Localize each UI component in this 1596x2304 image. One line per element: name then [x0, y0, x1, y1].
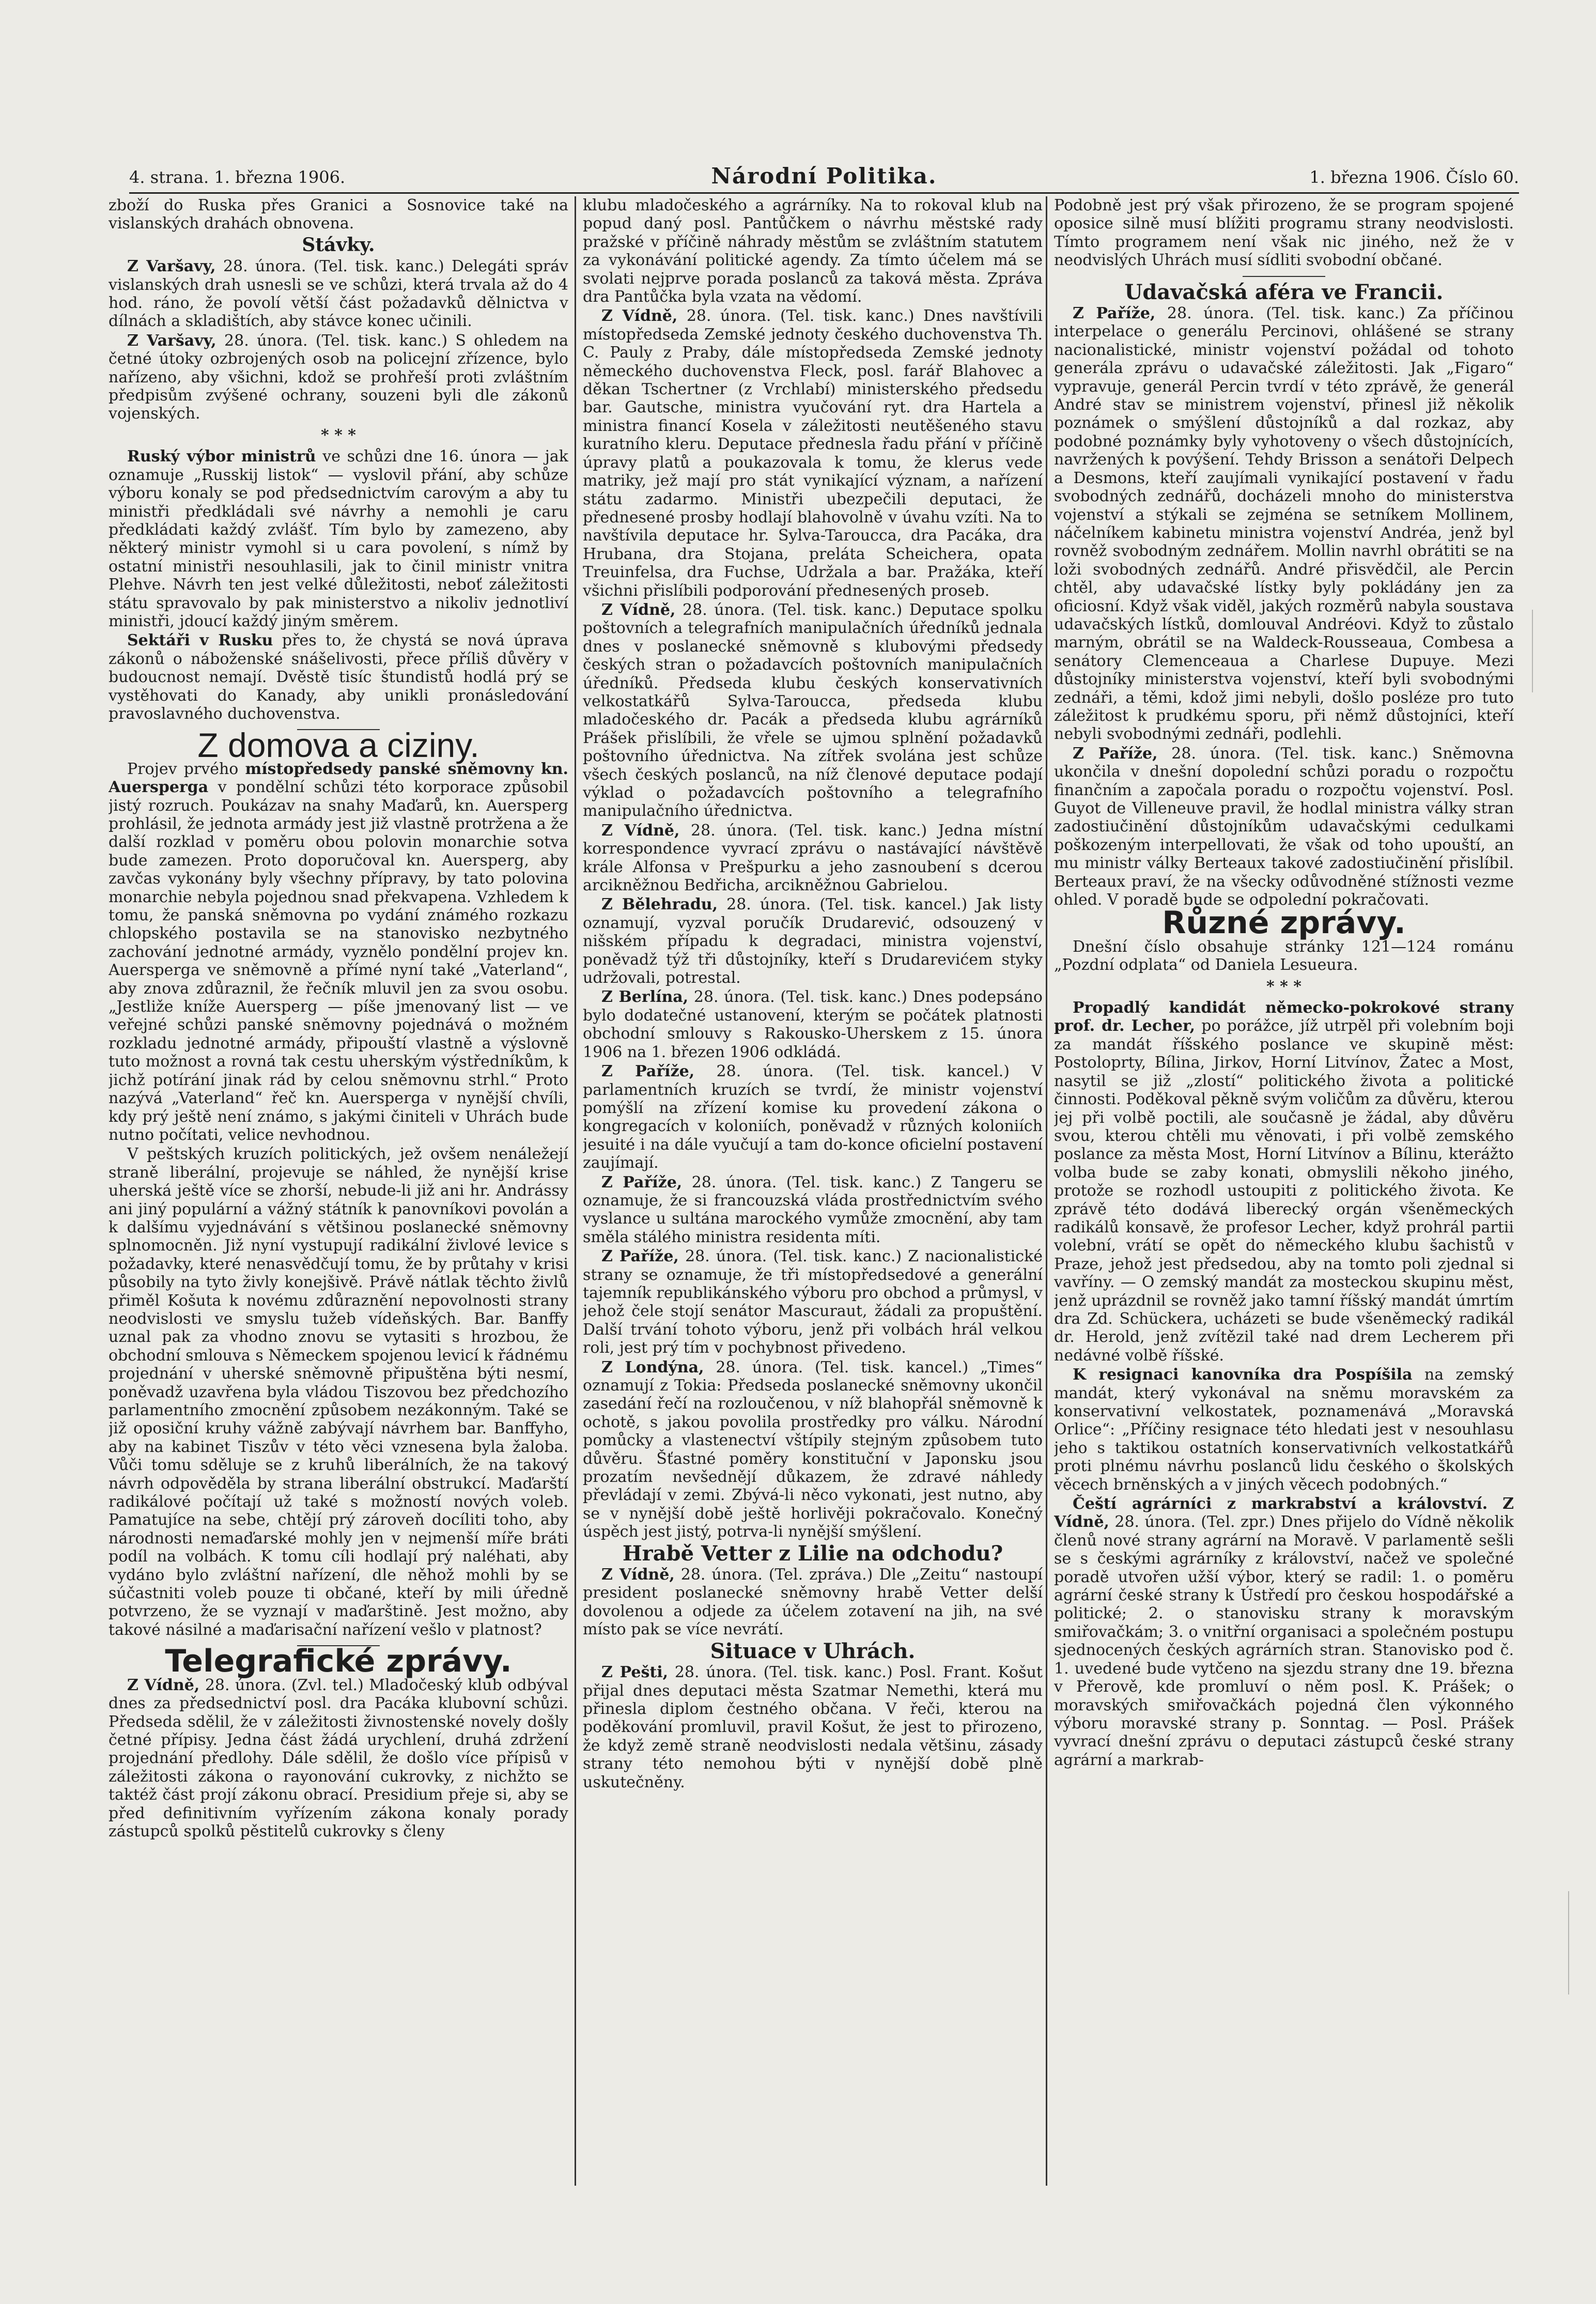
paragraph: Z Varšavy, 28. února. (Tel. tisk. kanc.) S ohledem na četné útoky ozbrojených osob na policejní zřízence, bylo nařízeno, aby všichni, kdož se prohřeší proti zvláštním předpisům zvýšené ochrany, souzeni byli dle zákonů vojenských.	[109, 331, 568, 423]
paragraph: Podobně jest prý však přirozeno, že se program spojené oposice silně musí blížiti programu strany neodvislosti. Tímto programem není však nic jiného, než že v neodvislých Uhrách musí sídliti svobodní občané.	[1054, 196, 1514, 270]
paragraph: klubu mladočeského a agrárníky. Na to rokoval klub na popud daný posl. Pantůčkem o návrhu městské rady pražské v příčině náhrady městům se zvláštním statutem za vykonávání politické agendy. Za tímto účelem má se svolati nejprve porada poslanců za taková města. Zpráva dra Pantůčka byla vzata na vědomí.	[583, 196, 1043, 306]
paragraph: Z Vídně, 28. února. (Tel. tisk. kanc.) Deputace spolku poštovních a telegrafních manipulačních úředníků jednala dnes v poslanecké sněmovně s klubovými předsedy českých stran o požadavcích poštovních manipulačních úředníků. Předseda klubu českých konservativních velkostatkářů Sylva-Taroucca, předseda klubu mladočeského dr. Pacák a předseda klubu agrárníků Prášek přislíbili, že vřele se ujmou splnění požadavků poštovního úřednictva. Na zítřek svolána jest schůze všech českých poslanců, na níž členové deputace podají výklad o požadavcích poštovního a telegrafního manipulačního úřednictva.	[583, 600, 1043, 821]
section-heading-stavky: Stávky.	[302, 234, 375, 256]
column-divider	[1046, 196, 1047, 2186]
paper-scratch	[1568, 1891, 1569, 1994]
paragraph: Z Paříže, 28. února. (Tel. tisk. kancel.) V parlamentních kruzích se tvrdí, že ministr vojenství pomýšlí na zřízení komise ku provedení zákona o kongregacích v koloniích, poněvadž v různých koloniích jesuité i na dále vyučují a tam do-konce oficielní postavení zaujímají.	[583, 1062, 1043, 1172]
section-heading-afera: Udavačská aféra ve Francii.	[1124, 280, 1444, 304]
header-right: 1. března 1906. Číslo 60.	[1309, 167, 1519, 187]
paragraph: Z Varšavy, 28. února. (Tel. tisk. kanc.) Delegáti správ vislanských drah usnesli se ve schůzi, která trvala až do 4 hod. ráno, že povolí větší část požadavků dělnictva v dílnách a skladištích, aby stávce konec učinili.	[109, 257, 568, 331]
column-1	[109, 196, 568, 2186]
section-heading-domova: Z domova a ciziny.	[197, 726, 479, 765]
section-heading-ruzne: Různé zprávy.	[1162, 905, 1406, 941]
paper-scratch	[1532, 610, 1533, 692]
masthead-title: Národní Politika.	[711, 163, 937, 189]
column-divider	[575, 196, 576, 2186]
divider	[1243, 276, 1325, 277]
paragraph: K resignaci kanovníka dra Pospíšila na zemský mandát, který vykonával na sněmu moravském za konservativní velkostatek, poznamenává „Moravská Orlice“: „Příčiny resignace této hledati jest v nesouhlasu jeho s taktikou ostatních konservativních velkostatkářů proti plnému návrhu poslanců lidu českého o školských věcech brněnských a v jiných věcech podobných.“	[1054, 1366, 1514, 1494]
section-heading-uhry: Situace v Uhrách.	[710, 1638, 916, 1663]
paragraph: Z Paříže, 28. února. (Tel. tisk. kanc.) Sněmovna ukončila v dnešní dopolední schůzi poradu o rozpočtu finančním a započala poradu o rozpočtu vojenství. Posl. Guyot de Villeneuve pravil, že hodlal ministra války stran zadostiučinění důstojníkům udavačskými cedulkami poškozeným interpellovati, že však od toho upouští, an mu ministr války Berteaux takové zadostiučinění přislíbil. Berteaux praví, že na všecky odůvodněné stížnosti vezme ohled. V poradě bude se odpolední pokračovati.	[1054, 744, 1514, 909]
paragraph: Z Vídně, 28. února. (Tel. tisk. kanc.) Dnes navštívili místopředseda Zemské jednoty českého duchovenstva Th. C. Pauly z Praby, dále místopředseda Zemské jednoty německého duchovenstva Fleck, posl. farář Blahovec a děkan Tschertner (z Vrchlabí) ministerského předsedu bar. Gautsche, ministra vyučování ryt. dra Hartela a ministra financí Kosela v záležitosti neutěšeného stavu kuratního kleru. Deputace přednesla řadu přání v příčině úpravy platů a poukazovala k tomu, že klerus vede matriky, jež mají pro stát vynikající význam, a nařízení státu zadarmo. Ministři ubezpečili deputaci, že přednesené prosby hodlají blahovolně v úvahu vzíti. Na to navštívila deputace hr. Sylva-Taroucca, dra Pacáka, dra Hrubana, dra Stojana, preláta Scheichera, opata Treuinfelsa, dra Fuchse, Udržala a bar. Pražáka, kteří všichni přislíbili podporování přednesených proseb.	[583, 307, 1043, 600]
paragraph: Z Berlína, 28. února. (Tel. tisk. kanc.) Dnes podepsáno bylo dodatečné ustanovení, kterým se počátek platnosti obchodní smlouvy s Rakousko-Uherskem z 15. února 1906 na 1. březen 1906 odkládá.	[583, 988, 1043, 1061]
section-heading-vetter: Hrabě Vetter z Lilie na odchodu?	[622, 1541, 1003, 1566]
page-header	[129, 161, 1519, 194]
paragraph: Čeští agrárníci z markrabství a království. Z Vídně, 28. února. (Tel. zpr.) Dnes přijelo do Vídně několik členů nové strany agrární na Moravě. V parlamentě sešli se s českými agrárníky z království, načež ve společné poradě utvořen užší výbor, který se radil: 1. o poměru agrární české strany k Ústředí pro českou hospodářské a politické; 2. o stanovisku strany k moravským smiřovačkám; 3. o vnitřní organisaci a společném postupu sjednocených českých agrárních stran. Stanovisko pod č. 1. uvedené bude vytčeno na sjezdu strany dne 19. března v Přerově, kde promluví o něm posl. K. Prášek; o moravských smiřovačkách pojedná člen výkonného výboru moravské strany p. Sonntag. — Posl. Prášek vyvrací dnešní zprávu o deputaci zástupců české strany agrární a markrab-	[1054, 1495, 1514, 1769]
paragraph: Z Londýna, 28. února. (Tel. tisk. kancel.) „Times“ oznamují z Tokia: Předseda poslanecké sněmovny ukončil zasedání řečí na rozloučenou, v níž blahopřál sněmovně k ochotě, s jakou povolila prostředky pro válku. Národní pomůcky a vlastenectví vštípily stejným způsobem tuto důvěru. Šťastné poměry konstituční v Japonsku jsou prozatím nevšednějí důkazem, že zdravé náhledy převládají v zemi. Zbývá-li něco vykonati, jest nutno, aby se v nynější době ještě horlivěji pokračovalo. Konečný úspěch jest jistý, potrva-li nynější smýšlení.	[583, 1358, 1043, 1541]
paragraph: Propadlý kandidát německo-pokrokové strany prof. dr. Lecher, po porážce, jíž utrpěl při volebním boji za mandát říšského poslance ve skupině měst: Postoloprty, Bílina, Jirkov, Horní Litvínov, Žatec a Most, nasytil se již „zlostí“ politického života a politické činnosti. Poděkoval pěkně svým voličům za důvěru, kterou jej při volbě poctili, ale současně je žádal, aby důvěru svou, kterou chtěli mu věnovati, i při volbě zemského poslance za města Most, Horní Litvínov a Bílinu, kterážto volba bude se zaby konati, obmyslili někoho jiného, protože se rozhodl ustoupiti z politického života. Ke zprávě této dodává liberecký orgán všeněmeckých radikálů konsavě, že profesor Lecher, když prohrál partii volební, vrátí se opět do německého klubu šachistů v Praze, jehož jest předsedou, aby na tomto poli zjednal si vavříny. — O zemský mandát za mosteckou skupinu měst, jenž uprázdnil se rovněž jako tamní říšský mandát úmrtím dra Zd. Schückera, ucházeti se bude všeněmecký radikál dr. Herold, jenž zvítězil také nad drem Lecherem při nedávné volbě říšské.	[1054, 999, 1514, 1365]
paragraph: Sektáři v Rusku přes to, že chystá se nová úprava zákonů o náboženské snášelivosti, přece příliš důvěry v budoucnost nemají. Dvěstě tisíc štundistů hodlá prý se vystěhovati do Kanady, aby unikli pronásledování pravoslavného duchovenstva.	[109, 631, 568, 723]
paragraph: Z Paříže, 28. února. (Tel. tisk. kanc.) Z Tangeru se oznamuje, že si francouzská vláda prostřednictvím svého vyslance u sultána marockého vymůže zmocnění, aby tam směla stálého ministra residenta míti.	[583, 1173, 1043, 1246]
paragraph: Z Paříže, 28. února. (Tel. tisk. kanc.) Za příčinou interpelace o generálu Percinovi, ohlášené se strany nacionalistické, ministr vojenství požádal od tohoto generála zprávu o udavačské záležitosti. Jak „Figaro“ vypravuje, generál Percin tvrdí v této zprávě, že generál André stav se ministrem vojenství, přinesl již několik poznámek o smýšlení důstojníků a dal rozkaz, aby podobné poznámky byly vyhotoveny o všech důstojnících, navržených k povýšení. Tehdy Brisson a senátoři Delpech a Desmons, kteří zaujímali vynikající postavení v řadu svobodných zednářů, docházeli mnoho do ministerstva vojenství a stýkali se zejména se setníkem Mollinem, náčelníkem kabinetu ministra vojenství Andréa, jenž byl rovněž svobodným zednářem. Mollin navrhl obrátiti se na loži svobodných zednářů. André přisvědčil, ale Percin chtěl, aby udavačské lístky byly pokládány jen za oficiosní. Když však viděl, jakých rozměrů nabyla soustava udavačských lístků, domlouval Andréovi. Když to zůstalo marným, obrátil se na Waldeck-Rousseaua, Combesa a senátory Clemenceaua a Charlese Dupuye. Mezi důstojníky ministerstva vojenství, kteří byli svobodnými zednáři, a těmi, kdož jimi nebyli, došlo posléze pro tuto záležitost k prudkému sporu, při němž důstojníci, kteří nebyli svobodnými zednáři, podlehli.	[1054, 304, 1514, 744]
paragraph: Dnešní číslo obsahuje stránky 121—124 románu „Pozdní odplata“ od Daniela Lesueura.	[1054, 937, 1514, 975]
paragraph: V peštských kruzích politických, jež ovšem nenáležejí straně liberální, projevuje se náhled, že nynější krise uherská ještě více se zhorší, nebude-li již ani hr. Andrássy ani jiný populární a vážný státník k panovníkovi povolán a k dalšímu vyjednávání s většinou poslanecké sněmovny splnomocněn. Již nyní vystupují radikální živlové levice s požadavky, které nenasvědčují tomu, že by průtahy v krisi působily na tyto živly konejšivě. Právě nátlak těchto živlů přiměl Košuta k novému zdůraznění nepovolnosti strany neodvislosti ve smyslu tužeb vídeňských. Bar. Banffy uznal pak za vhodno znovu se vytasiti s hrozbou, že obchodní smlouva s Německem spojenou levicí k řádnému projednání v uherské sněmovně připuštěna býti nesmí, poněvadž uzavřena byla vládou Tiszovou bez předchozího parlamentního zmocnění způsobem nezákonným. Také se již oposiční kruhy vážně zabývají návrhem bar. Banffyho, aby na kabinet Tiszův v této věci vznesena byla žaloba. Vůči tomu sděluje se z kruhů liberálních, že na takový návrh odpověděla by strana liberální obstrukcí. Maďarští radikálové počítají už také s možností nových voleb. Pamatujíce na sebe, chtějí prý zároveň docíliti toho, aby národnosti nemaďarské mohly jen v nejmenší míře bráti podíl na volbách. K tomu cíli hodlají prý naléhati, aby vydáno bylo zvláštní nařízení, dle něhož mohli by se súčastniti voleb pouze ti občané, kteří by mili úředně potvrzeno, že se vyznají v maďarštině. Jest možno, aby takové násilné a maďarisační nařízení vešlo v platnost?	[109, 1145, 568, 1639]
section-heading-telegraf: Telegrafické zprávy.	[165, 1643, 512, 1680]
header-left: 4. strana. 1. března 1906.	[129, 167, 346, 187]
paragraph: Ruský výbor ministrů ve schůzi dne 16. února — jak oznamuje „Russkij listok“ — vyslovil přání, aby schůze výboru konaly se pod předsednictvím carovým a aby tu ministři předkládali své návrhy a nemohli je caru předkládati každý zvlášť. Tím bylo by zamezeno, aby některý ministr vymohl si u cara povolení, s nímž by ostatní ministři nesouhlasili, jak to činil ministr vnitra Plehve. Návrh ten jest velké důležitosti, neboť záležitosti státu spravovalo by pak ministerstvo a nikoliv jednotliví ministři, jdoucí každý jiným směrem.	[109, 447, 568, 630]
paragraph: Z Vídně, 28. února. (Tel. tisk. kanc.) Jedna místní korrespondence vyvrací zprávu o nastávající návštěvě krále Alfonsa v Prešpurku a jeho zasnoubení s dcerou arcikněžnou Bedřicha, arcikněžnou Gabrielou.	[583, 821, 1043, 895]
column-3	[1054, 196, 1514, 2186]
paragraph: Z Bělehradu, 28. února. (Tel. tisk. kancel.) Jak listy oznamují, vyzval poručík Drudarević, odsouzený v nišském případu k degradaci, ministra vojenství, poněvadž týž tři důstojníky, kteří s Drudarevićem styky udržovali, potrestal.	[583, 895, 1043, 987]
paragraph: Z Paříže, 28. února. (Tel. tisk. kanc.) Z nacionalistické strany se oznamuje, že tři místopředsedové a generální tajemník republikánského výboru pro obchod a průmysl, v jehož čele stojí senátor Mascuraut, žádali za propuštění. Další trvání tohoto výboru, jenž při volbách hrál velkou roli, jest prý tím v pochybnost přivedeno.	[583, 1247, 1043, 1357]
paragraph: Projev prvého místopředsedy panské sněmovny kn. Auersperga v pondělní schůzi této korporace způsobil jistý rozruch. Poukázav na snahy Maďarů, kn. Auersperg prohlásil, že jednota armády jest již vlastně protržena a že další rozklad v poměru obou polovin monarchie sotva bude zamezen. Proto doporučoval kn. Auersperg, aby zavčas vykonány byly všechny přípravy, by tato polovina monarchie nebyla pojednou snad překvapena. Vzhledem k tomu, že panská sněmovna po vydání známého rozkazu chlopského postavila se na stanovisko nezbytného zachování jednotné armády, vyznělo pondělní projev kn. Auersperga ve sněmovně a přímé nyní také „Vaterland“, aby znova zdůraznil, že řečník mluvil jen za svou osobu. „Jestliže kníže Auersperg — píše jmenovaný list — ve veřejné schůzi panské sněmovny pojednává o možném rozkladu jednotné armády, připouští vlastně a výslovně tuto možnost a rovná tak cestu uherským výstředníkům, k jichž potírání jinak rád by celou sněmovnu strhl.“ Proto nazývá „Vaterland“ řeč kn. Auersperga v nynější chvíli, kdy prý ještě není známo, s jakými činiteli v Uhrách bude nutno počítati, velice nevhodnou.	[109, 760, 568, 1144]
column-2	[583, 196, 1043, 2186]
paragraph: Z Vídně, 28. února. (Tel. zpráva.) Dle „Zeitu“ nastoupí president poslanecké sněmovny hrabě Vetter delší dovolenou a odjede za účelem zotavení na jih, na své místo pak se více nevrátí.	[583, 1566, 1043, 1639]
paragraph: Z Pešti, 28. února. (Tel. tisk. kanc.) Posl. Frant. Košut přijal dnes deputaci města Szatmar Nemethi, která mu přinesla diplom čestného občana. V řeči, kterou na poděkování promluvil, pravil Košut, že jest to přirozeno, že když země straně neodvislosti nedala většinu, zásady strany této nemohou býti v nynější době plně uskutečněny.	[583, 1663, 1043, 1791]
paragraph: Z Vídně, 28. února. (Zvl. tel.) Mladočeský klub odbýval dnes za předsednictví posl. dra Pacáka klubovní schůzi. Předseda sdělil, že v záležitosti živnostenské novely došly četné přípisy. Jedna část žádá urychlení, druhá zdržení projednání předlohy. Dále sdělil, že došlo více přípisů v záležitosti zákona o rayonování cukrovky, z nichžto se taktéž část projí zákonu obrací. Presidium přeje si, aby se před definitivním vyřízením zákona konaly porady zástupců spolků pěstitelů cukrovky s členy	[109, 1676, 568, 1841]
separator-stars: * * *	[321, 426, 356, 444]
paragraph: zboží do Ruska přes Granici a Sosnovice také na vislanských drahách obnovena.	[109, 196, 568, 233]
separator-stars: * * *	[1266, 977, 1301, 996]
